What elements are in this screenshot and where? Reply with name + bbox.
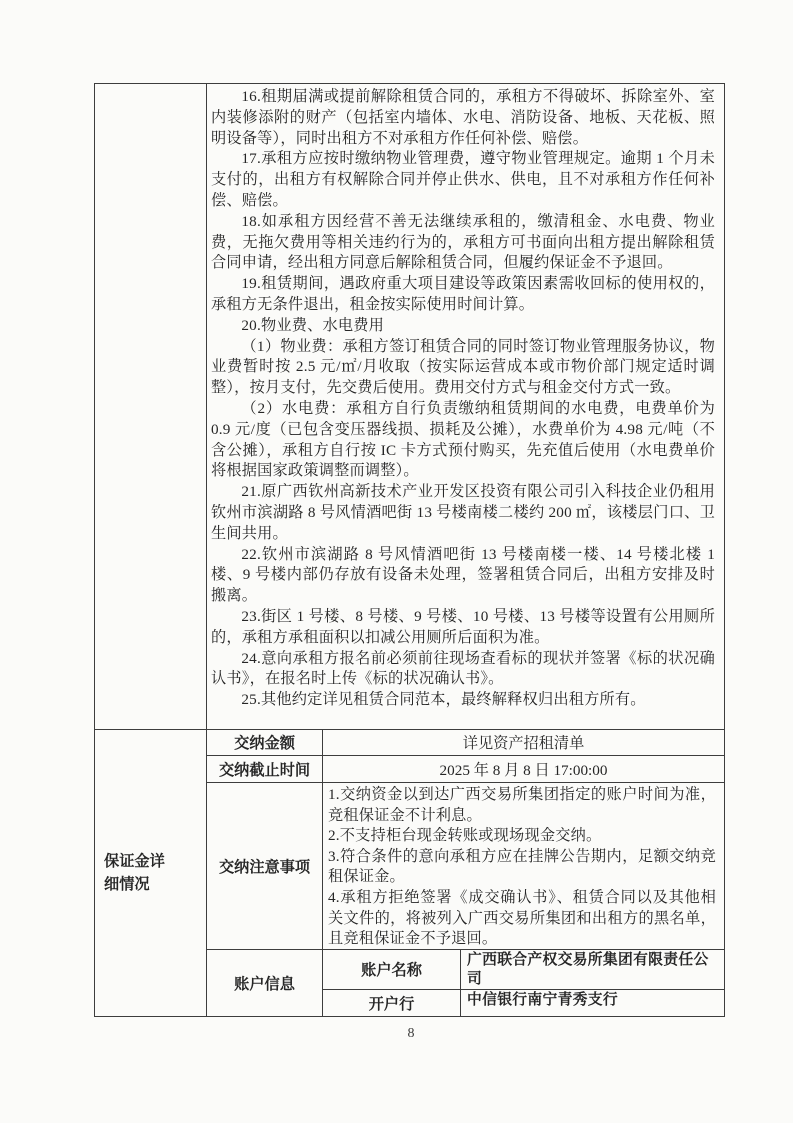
- clause-23: 23.街区 1 号楼、8 号楼、9 号楼、10 号楼、13 号楼等设置有公用厕所的，承租方承租面积以扣减公用厕所后面积为准。: [211, 607, 715, 646]
- deposit-deadline-value: 2025 年 8 月 8 日 17:00:00: [439, 761, 608, 779]
- bank-row: [323, 989, 724, 1016]
- clause-17: 17.承租方应按时缴纳物业管理费，遵守物业管理规定。逾期 1 个月未支付的，出租方有权解除合同并停止供水、供电，且不对承租方作任何补偿、赔偿。: [211, 150, 715, 209]
- deposit-notes-row: [207, 782, 724, 949]
- deposit-note-2: 2.不支持柜台现金转账或现场现金交纳。: [328, 827, 602, 845]
- deposit-section-label: 保证金详细情况: [104, 853, 165, 893]
- clause-21: 21.原广西钦州高新技术产业开发区投资有限公司引入科技企业仍租用钦州市滨湖路 8 号风情酒吧街 13 号楼南楼二楼约 200 ㎡，该楼层门口、卫生间共用。: [211, 483, 715, 542]
- deposit-note-4: 4.承租方拒绝签署《成交确认书》、租赁合同以及其他相关文件的，将被列入广西交易所集团和出租方的黑名单，且竞租保证金不予退回。: [328, 888, 716, 948]
- deposit-note-3: 3.符合条件的意向承租方应在挂牌公告期内，足额交纳竞租保证金。: [328, 847, 716, 886]
- document-table: [94, 83, 725, 1017]
- clause-20: 20.物业费、水电费用: [241, 316, 385, 334]
- clause-20-item-2: （2）水电费：承租方自行负责缴纳租赁期间的水电费，电费单价为 0.9 元/度（已包含变压器线损、损耗及公摊），水费单价为 4.98 元/吨（不含公摊），承租方自行按 IC 卡方式预付购买，先充值后使用（水电费单价将根据国家政策调整而调整）。: [211, 399, 715, 480]
- clause-22: 22.钦州市滨湖路 8 号风情酒吧街 13 号楼南楼一楼、14 号楼北楼 1 楼、9 号楼内部仍存放有设备未处理，签署租赁合同后，出租方安排及时搬离。: [211, 545, 715, 605]
- deposit-notes-value: [323, 783, 724, 949]
- bank-label: 开户行: [323, 990, 461, 1016]
- deposit-deadline-row: [207, 755, 724, 782]
- account-info-label: 账户信息: [207, 950, 323, 1016]
- deposit-account-row: [207, 949, 724, 1016]
- deposit-section-label-cell: [95, 730, 207, 1016]
- clause-19: 19.租赁期间，遇政府重大项目建设等政策因素需收回标的使用权的，承租方无条件退出，租金按实际使用时间计算。: [211, 275, 715, 313]
- page-number: 8: [407, 1026, 415, 1041]
- clause-20-item-1: （1）物业费：承租方签订租赁合同的同时签订物业管理服务协议，物业费暂时按 2.5 元/㎡/月收取（按实际运营成本或市物价部门规定适时调整），按月支付，先交费后使用。费用交付方式与租金交付方式一致。: [211, 337, 715, 397]
- deposit-body: [207, 730, 724, 1016]
- clause-25: 25.其他约定详见租赁合同范本，最终解释权归出租方所有。: [241, 691, 646, 709]
- clauses-cell: [207, 84, 724, 729]
- account-name-value: 广西联合产权交易所集团有限责任公司: [467, 952, 709, 987]
- deposit-notes-label: 交纳注意事项: [207, 783, 323, 949]
- account-info-grid: [323, 950, 724, 1016]
- clause-18: 18.如承租方因经营不善无法继续承租的，缴清租金、水电费、物业费，无拖欠费用等相关违约行为的，承租方可书面向出租方提出解除租赁合同申请，经出租方同意后解除租赁合同，但履约保证金不予退回。: [211, 212, 715, 272]
- deposit-deadline-label: 交纳截止时间: [207, 756, 323, 782]
- clause-16: 16.租期届满或提前解除租赁合同的，承租方不得破坏、拆除室外、室内装修添附的财产（包括室内墙体、水电、消防设备、地板、天花板、照明设备等），同时出租方不对承租方作任何补偿、赔偿。: [211, 88, 715, 147]
- deposit-note-1: 1.交纳资金以到达广西交易所集团指定的账户时间为准，竞租保证金不计利息。: [328, 786, 716, 824]
- clause-24: 24.意向承租方报名前必须前往现场查看标的现状并签署《标的状况确认书》，在报名时上传《标的状况确认书》。: [211, 649, 715, 688]
- bank-value: 中信银行南宁青秀支行: [467, 992, 618, 1009]
- account-name-label: 账户名称: [323, 950, 461, 989]
- account-name-row: [323, 950, 724, 989]
- left-stub-cell: [95, 84, 207, 729]
- deposit-amount-value: 详见资产招租清单: [462, 735, 585, 752]
- deposit-section: [95, 729, 724, 1016]
- deposit-amount-row: [207, 730, 724, 755]
- deposit-amount-label: 交纳金额: [207, 730, 323, 755]
- clauses-row: [95, 84, 724, 729]
